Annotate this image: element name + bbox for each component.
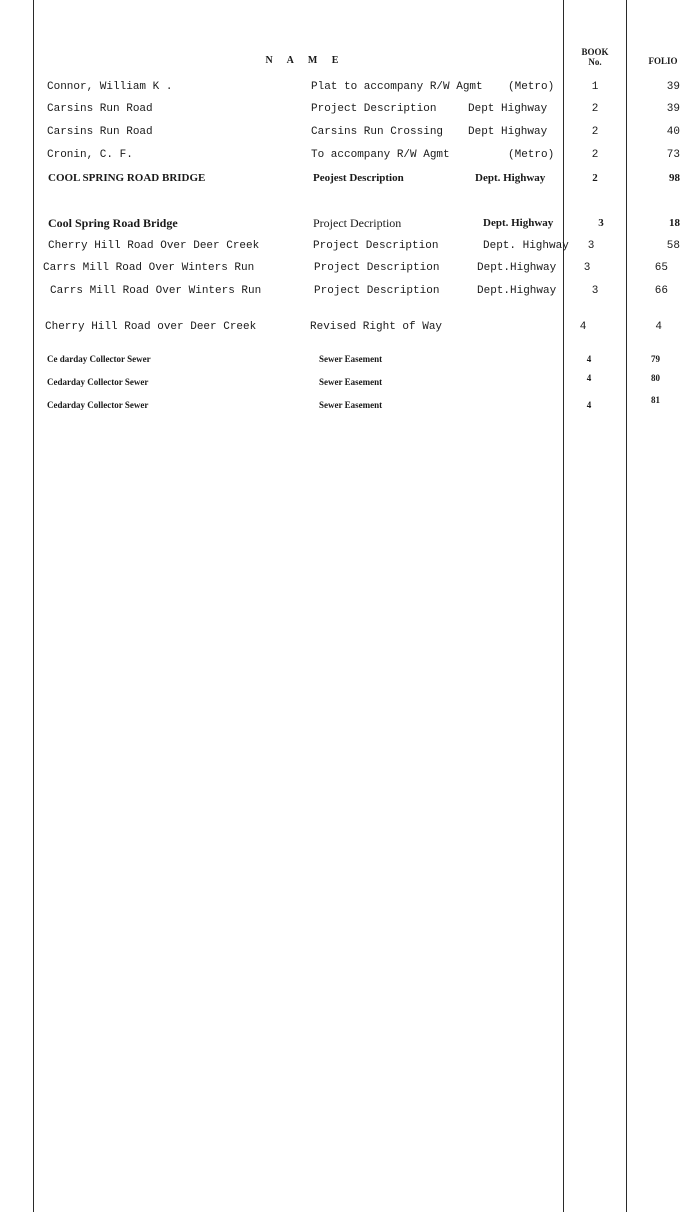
row-name: Cool Spring Road Bridge: [48, 216, 178, 230]
row-description: Sewer Easement: [319, 400, 383, 410]
row-name: Carsins Run Road: [47, 103, 153, 115]
row-department: Dept. Highway: [483, 217, 554, 229]
row-folio: 18: [669, 217, 680, 229]
row-book: 2: [591, 126, 599, 138]
row-name: Ce darday Collector Sewer: [47, 354, 151, 364]
table-row: [0, 395, 700, 416]
row-description: Sewer Easement: [319, 377, 383, 387]
row-department: (Metro): [508, 81, 555, 93]
row-description: Revised Right of Way: [310, 321, 443, 333]
row-description: Project Description: [314, 262, 440, 274]
row-description: Carsins Run Crossing: [311, 126, 444, 138]
row-folio: 73: [666, 149, 680, 161]
row-book: 4: [579, 321, 587, 333]
row-name: Cedarday Collector Sewer: [47, 400, 149, 410]
row-description: Project Decription: [313, 216, 402, 230]
row-folio: 81: [651, 395, 660, 405]
row-folio: 39: [666, 103, 680, 115]
row-department: Dept. Highway: [483, 240, 569, 252]
row-department: Dept.Highway: [477, 285, 557, 297]
row-description: Sewer Easement: [319, 354, 383, 364]
row-folio: 80: [651, 373, 660, 383]
row-book: 3: [587, 240, 595, 252]
row-department: Dept.Highway: [477, 262, 557, 274]
row-book: 3: [591, 285, 599, 297]
row-book: 1: [591, 81, 599, 93]
book-header-line1: BOOK: [581, 47, 609, 57]
row-description: Project Description: [313, 240, 439, 252]
table-row: [0, 125, 700, 143]
row-book: 4: [586, 354, 592, 364]
row-folio: 65: [654, 262, 668, 274]
row-description: Plat to accompany R/W Agmt: [311, 81, 483, 93]
table-row: [0, 171, 700, 189]
table-row: [0, 216, 700, 234]
row-name: Connor, William K .: [47, 81, 173, 93]
row-name: Carsins Run Road: [47, 126, 153, 138]
table-row: [0, 352, 700, 370]
row-description: Project Description: [314, 285, 440, 297]
row-department: Dept Highway: [468, 126, 548, 138]
row-folio: 40: [666, 126, 680, 138]
row-department: (Metro): [508, 149, 555, 161]
book-column-header: [566, 47, 624, 67]
row-description: Peojest Description: [313, 172, 404, 184]
row-book: 3: [583, 262, 591, 274]
row-book: 4: [586, 400, 592, 410]
row-folio: 39: [666, 81, 680, 93]
name-column-header: N A M E: [265, 55, 345, 66]
row-department: Dept. Highway: [475, 172, 546, 184]
row-folio: 58: [666, 240, 680, 252]
table-row: [0, 239, 700, 257]
table-row: [0, 102, 700, 120]
row-book: 2: [591, 103, 599, 115]
row-book: 2: [592, 172, 598, 184]
row-name: Cherry Hill Road over Deer Creek: [45, 321, 257, 333]
row-book: 3: [598, 217, 604, 229]
row-description: Project Description: [311, 103, 437, 115]
folio-column-header: FOLIO: [648, 56, 678, 66]
table-row: [0, 375, 700, 393]
row-folio: 79: [651, 354, 660, 364]
row-name: COOL SPRING ROAD BRIDGE: [48, 172, 206, 184]
row-name: Cherry Hill Road Over Deer Creek: [48, 240, 260, 252]
row-department: Dept Highway: [468, 103, 548, 115]
row-folio: 98: [669, 172, 680, 184]
row-name: Cronin, C. F.: [47, 149, 133, 161]
row-book: 2: [591, 149, 599, 161]
row-description: To accompany R/W Agmt: [311, 149, 450, 161]
table-row: [0, 320, 700, 338]
book-header-line2: No.: [588, 57, 602, 67]
table-row: [0, 80, 700, 98]
row-folio: 66: [654, 285, 668, 297]
table-row: [0, 261, 700, 279]
row-folio: 4: [655, 321, 662, 333]
table-row: [0, 284, 700, 302]
row-name: Carrs Mill Road Over Winters Run: [50, 285, 262, 297]
row-name: Carrs Mill Road Over Winters Run: [43, 262, 255, 274]
table-row: [0, 148, 700, 166]
row-book: 4: [586, 373, 592, 383]
row-name: Cedarday Collector Sewer: [47, 377, 149, 387]
